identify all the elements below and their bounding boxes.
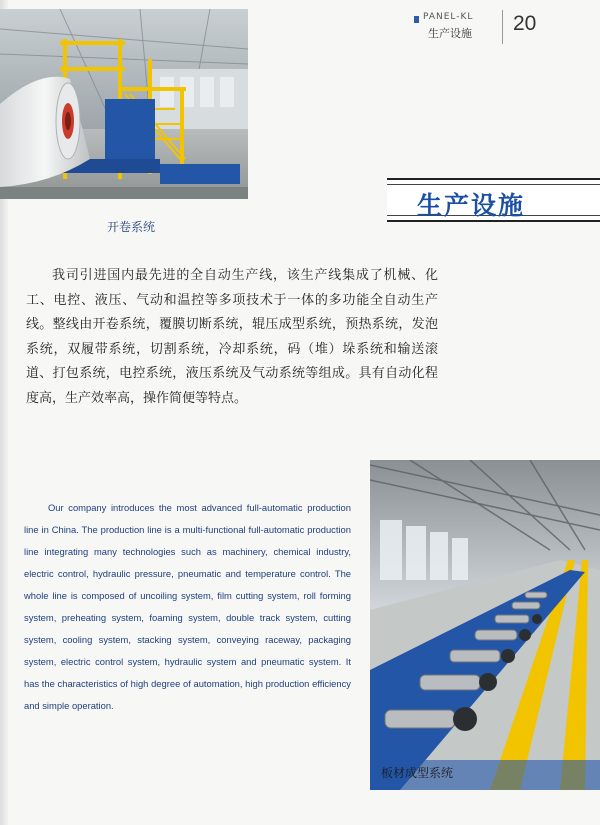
brand-name: PANEL-KL (423, 12, 474, 22)
page-number: 20 (513, 12, 537, 35)
header-divider (502, 10, 503, 44)
factory-roll-forming-photo-icon (370, 460, 600, 790)
roll-forming-caption: 板材成型系统 (381, 766, 454, 780)
roll-forming-photo (370, 460, 600, 790)
section-title: 生产设施 (417, 191, 526, 220)
factory-uncoiling-photo-icon (0, 9, 248, 199)
brand-marker-icon (414, 16, 419, 23)
chinese-description: 我司引进国内最先进的全自动生产线，该生产线集成了机械、化工、电控、液压、气动和温控等多项技术于一体的多功能全自动生产线。整线由开卷系统，覆膜切断系统，辊压成型系统，预热系统，发泡系统，双履带系统，切割系统，冷却系统，码（堆）垛系统和输送滚道、打包系统，电控系统，液压系统及气动系统等组成。具有自动化程度高，生产效率高，操作简便等特点。 (26, 268, 438, 406)
header-subtitle: 生产设施 (428, 27, 472, 40)
english-description: Our company introduces the most advanced full-automatic production line in China. The production line is a multi-functional full-automatic production line integrating many technologies such as machinery, chemical industry, electric control, hydraulic pressure, pneumatic and temperature control. The whole line is composed of uncoiling system, film cutting system, roll forming system, preheating system, foaming system, double track system, cutting system, cooling system, stacking system, conveying raceway, packaging system, electric control system, hydraulic system and pneumatic system. It has the characteristics of high degree of automation, high production efficiency and simple operation. (24, 502, 351, 711)
uncoiling-photo (0, 9, 248, 199)
section-banner (387, 178, 600, 222)
page-header (414, 10, 574, 46)
uncoiling-caption: 开卷系统 (107, 220, 156, 234)
